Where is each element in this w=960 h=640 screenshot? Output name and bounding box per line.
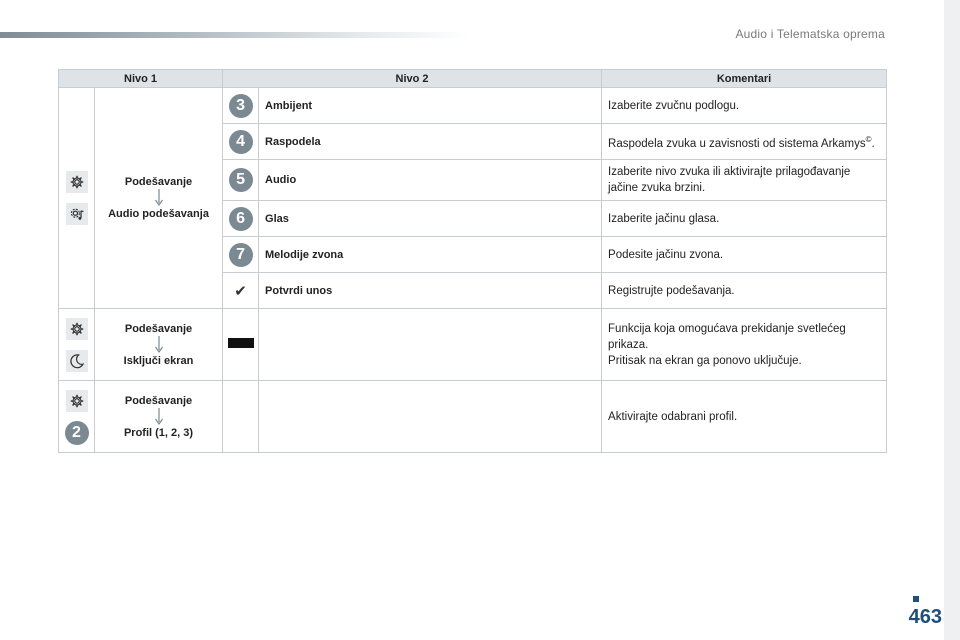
settings-table <box>58 69 887 453</box>
level1-icons <box>59 309 95 381</box>
gear-icon <box>66 171 88 193</box>
side-strip <box>944 0 960 640</box>
comment-cell: Raspodela zvuka u zavisnosti od sistema Arkamys©. <box>602 124 887 160</box>
check-icon: ✔ <box>234 282 247 300</box>
column-header-comments: Komentari <box>602 70 887 88</box>
level2-name: Ambijent <box>259 88 602 124</box>
moon-icon <box>66 350 88 372</box>
comment-cell: Podesite jačinu zvona. <box>602 237 887 273</box>
level2-name-empty <box>259 381 602 453</box>
column-header-level1: Nivo 1 <box>59 70 223 88</box>
level2-name: Raspodela <box>259 124 602 160</box>
section-title: Audio i Telematska oprema <box>735 27 885 41</box>
level2-name: Melodije zvona <box>259 237 602 273</box>
footer-marker <box>913 596 919 602</box>
level1-label-top: Podešavanje <box>124 322 193 335</box>
arrow-down-icon <box>154 408 164 426</box>
profile-badge: 2 <box>65 421 89 445</box>
level1-label-bottom: Audio podešavanja <box>108 208 209 220</box>
empty-cell <box>223 381 259 453</box>
table-row <box>59 309 887 381</box>
comment-cell: Izaberite zvučnu podlogu. <box>602 88 887 124</box>
table-row <box>59 381 887 453</box>
table-row <box>59 88 887 124</box>
gear-icon <box>66 318 88 340</box>
step-badge: 6 <box>229 207 253 231</box>
step-badge: 5 <box>229 168 253 192</box>
level1-label-bottom: Isključi ekran <box>123 354 194 367</box>
arrow-down-icon <box>154 189 164 207</box>
screen-off-icon <box>228 338 254 348</box>
comment-cell: Izaberite jačinu glasa. <box>602 201 887 237</box>
audio-settings-icon <box>66 203 88 225</box>
table-header-row <box>59 70 887 88</box>
level1-icons <box>59 381 95 453</box>
level1-icons <box>59 88 95 309</box>
comment-cell: Izaberite nivo zvuka ili aktivirajte prilagođavanje jačine zvuka brzini. <box>602 160 887 201</box>
step-badge: 4 <box>229 130 253 154</box>
comment-cell: Registrujte podešavanja. <box>602 273 887 309</box>
step-badge: 3 <box>229 94 253 118</box>
level2-name: Audio <box>259 160 602 201</box>
level1-label-top: Podešavanje <box>124 176 193 188</box>
header-gradient-bar <box>0 32 470 38</box>
arrow-down-icon <box>154 336 164 354</box>
comment-cell: Aktivirajte odabrani profil. <box>602 381 887 453</box>
level2-name: Glas <box>259 201 602 237</box>
gear-icon <box>66 390 88 412</box>
comment-cell: Funkcija koja omogućava prekidanje svetlećeg prikaza. Pritisak na ekran ga ponovo uključuje. <box>602 309 887 381</box>
step-badge: 7 <box>229 243 253 267</box>
level1-label-profile <box>95 381 223 453</box>
level2-name-empty <box>259 309 602 381</box>
level1-label-screen <box>95 309 223 381</box>
level1-label-audio <box>95 88 223 309</box>
column-header-level2: Nivo 2 <box>223 70 602 88</box>
level1-label-top: Podešavanje <box>124 394 193 407</box>
page-number: 463 <box>908 606 942 628</box>
level1-label-bottom: Profil (1, 2, 3) <box>123 426 194 439</box>
level2-name: Potvrdi unos <box>259 273 602 309</box>
